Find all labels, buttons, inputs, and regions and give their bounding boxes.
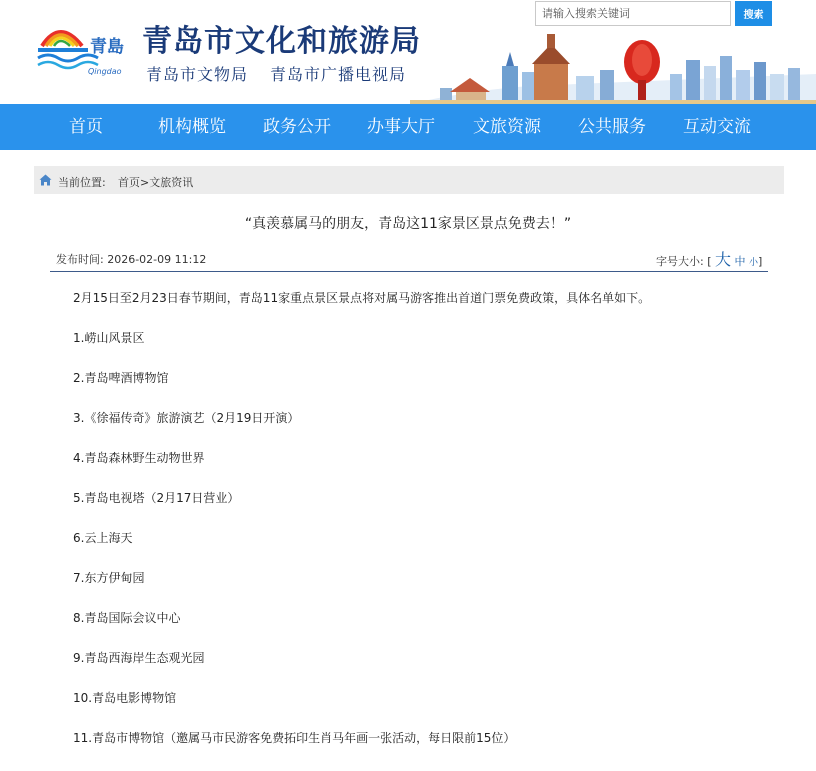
nav-item-service-hall[interactable]: 办事大厅: [367, 117, 435, 137]
article-body: [73, 291, 773, 771]
list-item: 6.云上海天: [73, 531, 133, 545]
search-button[interactable]: 搜索: [735, 1, 772, 26]
subtitle-broadcast-bureau: 青岛市广播电视局: [270, 65, 407, 84]
svg-text:青島: 青島: [90, 37, 124, 57]
svg-text:Qingdao: Qingdao: [88, 67, 122, 76]
article-title: “真羡慕属马的朋友，青岛这11家景区景点免费去！”: [244, 216, 572, 232]
title-divider: [50, 271, 768, 272]
list-item: 8.青岛国际会议中心: [73, 611, 181, 625]
publish-info: [56, 251, 206, 267]
list-item: 10.青岛电影博物馆: [73, 691, 177, 705]
nav-item-public-services[interactable]: 公共服务: [578, 117, 646, 137]
list-item: 11.青岛市博物馆（邀属马市民游客免费拓印生肖马年画一张活动，每日限前15位）: [73, 731, 516, 745]
font-size-large-button[interactable]: 大: [715, 250, 732, 269]
subtitle-relics-bureau: 青岛市文物局: [146, 65, 249, 84]
font-size-small-button[interactable]: 小: [749, 258, 759, 268]
home-icon: [39, 174, 52, 186]
breadcrumb-current-link[interactable]: 文旅资讯: [149, 176, 194, 189]
font-size-medium-button[interactable]: 中: [734, 255, 746, 268]
breadcrumb: [34, 166, 784, 194]
article-intro-paragraph: 2月15日至2月23日春节期间，青岛11家重点景区景点将对属马游客推出首道门票免费政策，具体名单如下。: [73, 291, 651, 305]
nav-item-interaction[interactable]: 互动交流: [683, 117, 751, 137]
list-item: 1.崂山风景区: [73, 331, 145, 345]
bracket-open: [: [707, 255, 712, 268]
site-title: 青岛市文化和旅游局: [142, 24, 421, 59]
nav-item-gov-affairs[interactable]: 政务公开: [263, 117, 331, 137]
breadcrumb-path: [118, 174, 193, 190]
site-header: [0, 0, 816, 104]
publish-time: 2026-02-09 11:12: [107, 253, 207, 266]
publish-label: 发布时间:: [56, 253, 104, 266]
nav-item-home[interactable]: 首页: [69, 117, 103, 137]
main-nav: [0, 104, 816, 150]
nav-item-culture-tourism-resources[interactable]: 文旅资源: [473, 117, 541, 137]
breadcrumb-label: 当前位置:: [58, 176, 106, 189]
font-size-control: [656, 247, 762, 270]
nav-item-org-overview[interactable]: 机构概览: [158, 117, 226, 137]
list-item: 2.青岛啤酒博物馆: [73, 371, 169, 385]
list-item: 9.青岛西海岸生态观光园: [73, 651, 205, 665]
breadcrumb-separator: >: [140, 176, 150, 189]
qingdao-logo[interactable]: [36, 16, 132, 78]
search-input[interactable]: [535, 1, 731, 26]
bracket-close: ]: [758, 255, 763, 268]
font-size-label: 字号大小:: [656, 255, 704, 268]
breadcrumb-home-link[interactable]: 首页: [118, 176, 140, 189]
list-item: 3.《徐福传奇》旅游演艺（2月19日开演）: [73, 411, 300, 425]
list-item: 4.青岛森林野生动物世界: [73, 451, 205, 465]
list-item: 7.东方伊甸园: [73, 571, 145, 585]
list-item: 5.青岛电视塔（2月17日营业）: [73, 491, 240, 505]
city-skyline-image: [410, 30, 816, 104]
site-subtitles: [146, 62, 428, 85]
